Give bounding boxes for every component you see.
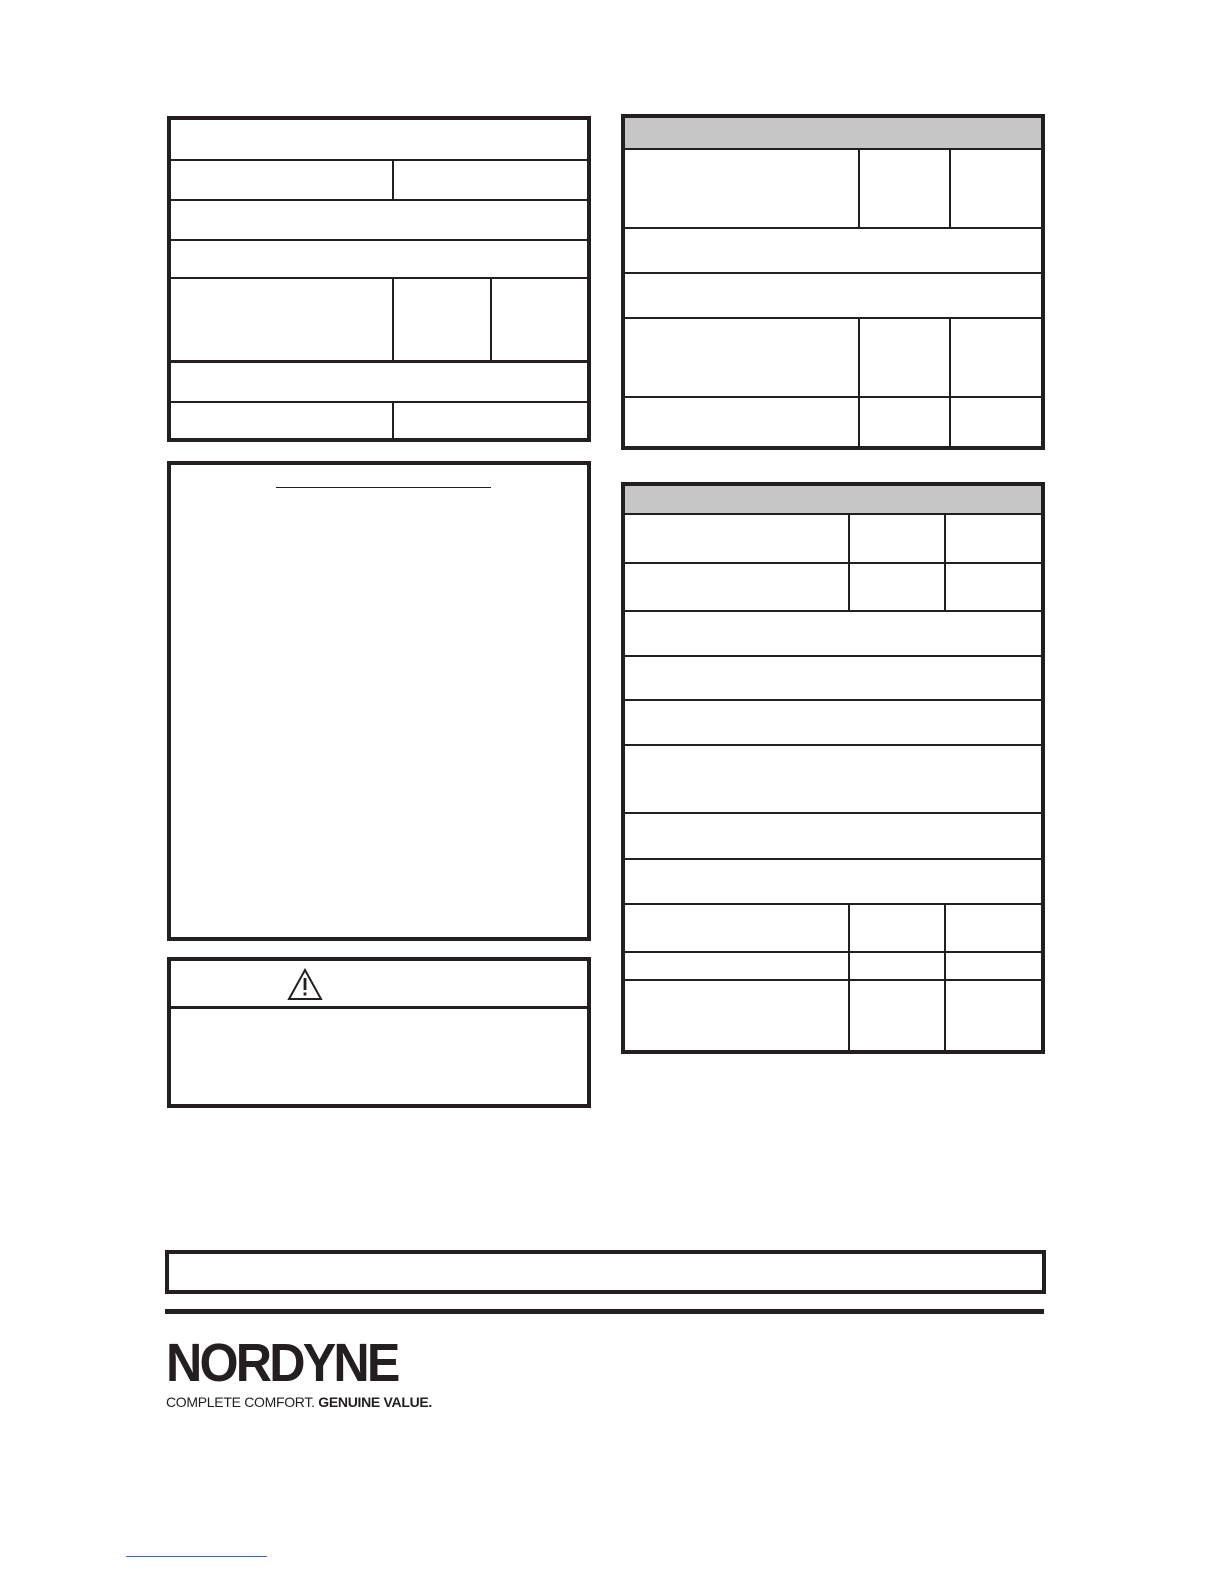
row-divider xyxy=(625,148,1041,150)
col-divider xyxy=(858,148,860,227)
right-bottom-table xyxy=(621,482,1045,1054)
col-divider xyxy=(490,277,492,360)
row-divider xyxy=(625,396,1041,398)
nordyne-logo: NORDYNE xyxy=(166,1333,398,1393)
row-divider xyxy=(625,812,1041,814)
notes-box xyxy=(167,461,591,941)
row-divider xyxy=(171,199,587,201)
tagline-part2: GENUINE VALUE. xyxy=(318,1394,433,1410)
row-divider xyxy=(625,903,1041,905)
col-divider xyxy=(944,513,946,610)
warning-triangle-icon xyxy=(287,968,323,1002)
row-divider xyxy=(625,858,1041,860)
col-divider xyxy=(848,513,850,610)
row-divider xyxy=(171,277,587,279)
row-divider-heavy xyxy=(171,360,587,363)
brand-tagline xyxy=(166,1394,432,1410)
row-divider xyxy=(625,513,1041,515)
col-divider xyxy=(392,401,394,442)
footer-bar-box xyxy=(165,1250,1046,1294)
row-divider xyxy=(625,699,1041,701)
row-divider xyxy=(625,951,1041,953)
table-header-band xyxy=(625,486,1041,513)
row-divider xyxy=(625,562,1041,564)
row-divider xyxy=(625,655,1041,657)
col-divider xyxy=(392,159,394,199)
row-divider xyxy=(625,227,1041,229)
col-divider xyxy=(949,148,951,227)
row-divider xyxy=(625,979,1041,981)
col-divider xyxy=(949,317,951,450)
tagline-part1: COMPLETE COMFORT. xyxy=(166,1394,315,1410)
col-divider xyxy=(848,903,850,1054)
warning-header-divider xyxy=(171,1006,587,1009)
warning-box xyxy=(167,957,591,1108)
row-divider xyxy=(625,744,1041,746)
row-divider xyxy=(171,239,587,241)
col-divider xyxy=(944,903,946,1054)
row-divider xyxy=(171,159,587,161)
row-divider xyxy=(625,610,1041,612)
row-divider xyxy=(625,317,1041,319)
col-divider xyxy=(392,277,394,360)
left-info-table xyxy=(167,116,591,442)
right-top-table xyxy=(621,114,1045,450)
row-divider xyxy=(171,401,587,403)
heading-underline xyxy=(276,487,491,488)
table-header-band xyxy=(625,118,1041,148)
row-divider xyxy=(625,272,1041,274)
footer-rule xyxy=(165,1309,1044,1314)
footer-link-underline[interactable] xyxy=(126,1556,267,1557)
col-divider xyxy=(858,317,860,450)
